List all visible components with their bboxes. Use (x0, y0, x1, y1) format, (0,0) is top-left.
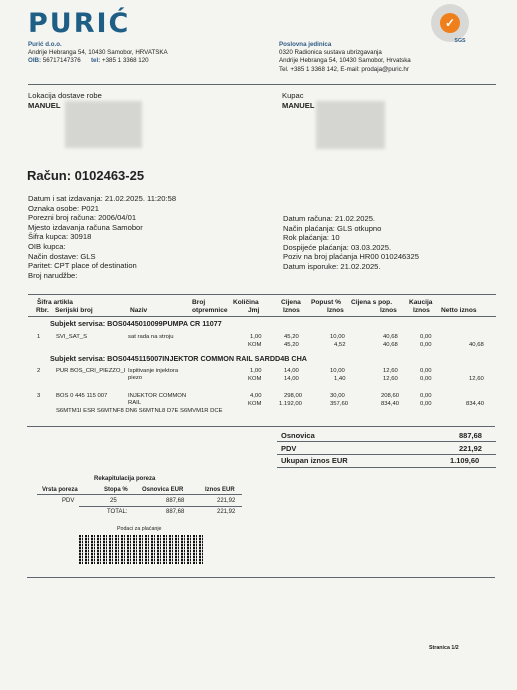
header-otpremnice: otpremnice (192, 307, 228, 314)
header-sifra: Šifra artikla (37, 299, 73, 306)
invoice-detail: Datum isporuke: 21.02.2025. (283, 261, 381, 271)
item-naziv: sat rada na stroju (128, 334, 174, 340)
recap-vrsta: PDV (62, 498, 75, 504)
item-naziv: INJEKTOR COMMON RAIL (128, 393, 187, 407)
item-cijena: 298,00 (284, 393, 303, 399)
company-oib: 56717147376 (42, 57, 81, 65)
recap-total-label: TOTAL: (107, 509, 128, 515)
item-cijena-pop: 208,60 (381, 393, 400, 399)
table-top-divider (28, 294, 496, 295)
invoice-detail: Dospijeće plaćanja: 03.03.2025. (283, 242, 392, 252)
osnovica-label: Osnovica (281, 431, 315, 440)
header-rbr: Rbr. (36, 307, 49, 314)
table-header-divider (28, 316, 496, 317)
payment-label: Podaci za plaćanje (117, 526, 162, 532)
header-iznos-1: Iznos (283, 307, 300, 314)
item-jmj: KOM (248, 376, 262, 382)
item-cijena: 45,20 (284, 334, 299, 340)
header-popust: Popust % (311, 299, 342, 306)
item-sifra: SVI_SAT_S (56, 334, 87, 340)
check-icon: ✓ (440, 13, 460, 33)
buyer-name: MANUEL (282, 100, 315, 110)
certification-seal (431, 4, 469, 45)
recap-stopa: 25 (110, 498, 117, 504)
invoice-detail: Poziv na broj plaćanja HR00 010246325 (283, 252, 419, 262)
invoice-detail: Način plaćanja: GLS otkupno (283, 223, 382, 233)
item-kaucija-iznos: 0,00 (420, 342, 432, 348)
item-popust: 10,00 (330, 368, 345, 374)
item-jmj: KOM (248, 401, 262, 407)
item-kaucija: 0,00 (420, 334, 432, 340)
item-kolicina: 1,00 (250, 368, 262, 374)
header-naziv: Naziv (130, 307, 148, 314)
item-cijena-pop-iznos: 834,40 (381, 401, 400, 407)
item-popust-iznos: 357,60 (330, 401, 349, 407)
delivery-redaction (65, 101, 142, 148)
invoice-detail: OIB kupca: (28, 241, 66, 251)
pdv-label: PDV (281, 444, 297, 453)
item-rbr: 2 (37, 368, 41, 374)
item-sifra: BOS 0 445 115 007 (56, 393, 108, 399)
item-popust-iznos: 4,52 (334, 342, 346, 348)
item-popust: 30,00 (330, 393, 345, 399)
recap-total-divider (79, 506, 242, 507)
oib-label: OIB: (28, 57, 42, 65)
service-subject: Subjekt servisa: BOS0445010099PUMPA CR 11077 (50, 319, 222, 328)
header-iznos-4: Iznos (413, 307, 430, 314)
header-broj: Broj (192, 299, 206, 306)
footer-divider (27, 577, 495, 578)
item-kaucija-iznos: 0,00 (420, 376, 432, 382)
summary-divider-3 (277, 467, 496, 468)
delivery-name: MANUEL (28, 100, 61, 110)
invoice-detail: Porezni broj računa: 2006/04/01 (28, 213, 137, 223)
recap-divider (37, 494, 242, 495)
business-unit-line1: 0320 Radionica sustava ubrizgavanja (279, 49, 382, 57)
page-number: Stranica 1/2 (429, 645, 459, 651)
business-unit-title: Poslovna jedinica (279, 41, 332, 48)
buyer-block (282, 91, 314, 110)
header-cijena-pop: Cijena s pop. (351, 299, 393, 306)
invoice-detail: Datum i sat izdavanja: 21.02.2025. 11:20:58 (28, 194, 177, 203)
item-cijena-pop-iznos: 40,68 (383, 342, 398, 348)
header-cijena: Cijena (281, 299, 301, 306)
ukupno-value: 1.109,60 (450, 456, 480, 465)
item-netto: 834,40 (466, 401, 485, 407)
invoice-title: Račun: 0102463-25 (27, 168, 145, 183)
payment-barcode (79, 535, 205, 564)
header-jmj: Jmj (248, 307, 260, 314)
item-sifra: PUR BOS_CRI_PIEZZO_I (56, 368, 126, 374)
business-unit (279, 41, 411, 74)
item-iznos: 45,20 (284, 342, 299, 348)
delivery-label: Lokacija dostave robe (28, 91, 102, 100)
recap-header-iznos: Iznos EUR (205, 487, 235, 493)
item-kaucija-iznos: 0,00 (420, 401, 432, 407)
item-rbr: 3 (37, 393, 41, 399)
header-netto: Netto iznos (441, 307, 477, 314)
recap-iznos: 221,92 (217, 498, 236, 504)
company-name: Purić d.o.o. (28, 41, 62, 48)
buyer-redaction (316, 101, 385, 149)
header-iznos-2: Iznos (327, 307, 344, 314)
item-kaucija: 0,00 (420, 393, 432, 399)
invoice-details-left (28, 194, 176, 280)
recap-header-stopa: Stopa % (104, 487, 128, 493)
invoice-detail: Šifra kupca: 30918 (28, 232, 92, 242)
item-cijena-pop: 12,60 (383, 368, 398, 374)
invoice-detail: Način dostave: GLS (28, 251, 96, 261)
table-bottom-divider (27, 426, 495, 427)
summary-divider-1 (277, 441, 496, 442)
tel-label: tel: (90, 57, 101, 65)
item-jmj: KOM (248, 342, 262, 348)
item-kaucija: 0,00 (420, 368, 432, 374)
invoice-detail: Rok plaćanja: 10 (283, 233, 340, 243)
item-rbr: 1 (37, 334, 41, 340)
header-divider (28, 84, 496, 85)
recap-header-vrsta: Vrsta poreza (42, 487, 78, 493)
recap-total-iznos: 221,92 (217, 509, 236, 515)
item-kolicina: 4,00 (250, 393, 262, 399)
item-popust-iznos: 1,40 (334, 376, 346, 382)
buyer-label: Kupac (282, 91, 304, 100)
ukupno-label: Ukupan iznos EUR (281, 456, 348, 465)
header-kaucija: Kaucija (409, 299, 433, 306)
invoice-details-right (283, 214, 419, 272)
item-naziv: Ispitivanje injektora piezo (128, 368, 179, 382)
header-iznos-3: Iznos (380, 307, 397, 314)
item-cijena-pop-iznos: 12,60 (383, 376, 398, 382)
item-serial-numbers: S6MTM1I ESR S6MTNF8 DN6 S6MTNL8 D7E S6MVM1R DCE (56, 408, 223, 414)
seal-icon (431, 4, 469, 42)
summary-divider-2 (277, 454, 496, 455)
item-netto: 12,60 (469, 376, 484, 382)
item-netto: 40,68 (469, 342, 484, 348)
company-tel: +385 1 3368 120 (102, 57, 149, 65)
pdv-value: 221,92 (459, 444, 482, 453)
header-kolicina: Količina (233, 299, 259, 306)
sgs-label: SGS (454, 38, 466, 44)
recap-header-osnovica: Osnovica EUR (142, 487, 184, 493)
recap-total-osnovica: 887,68 (166, 509, 185, 515)
item-iznos: 1.192,00 (279, 401, 302, 407)
company-address: Andrije Hebranga 54, 10430 Samobor, HRVATSKA (28, 49, 168, 57)
invoice-detail: Oznaka osobe: P021 (28, 203, 99, 213)
invoice-detail: Datum računa: 21.02.2025. (283, 214, 376, 223)
company-info (28, 41, 168, 66)
invoice-detail: Mjesto izdavanja računa Samobor (28, 222, 143, 232)
business-unit-line3: Tel. +385 1 3368 142, E-mail: prodaja@puric.hr (279, 65, 409, 73)
recap-title: Rekapitulacija poreza (94, 476, 156, 482)
item-kolicina: 1,00 (250, 334, 262, 340)
item-popust: 10,00 (330, 334, 345, 340)
invoice-detail: Paritet: CPT place of destination (28, 261, 137, 271)
item-cijena-pop: 40,68 (383, 334, 398, 340)
invoice-detail: Broj narudžbe: (28, 270, 78, 280)
recap-osnovica: 887,68 (166, 498, 185, 504)
service-subject: Subjekt servisa: BOS0445115007INJEKTOR COMMON RAIL SARDD4B CHA (50, 354, 307, 363)
item-iznos: 14,00 (284, 376, 299, 382)
business-unit-line2: Andrije Hebranga 54, 10430 Samobor, Hrvatska (279, 57, 411, 65)
item-cijena: 14,00 (284, 368, 299, 374)
company-logo: PURIĆ (28, 8, 131, 39)
header-serijski: Serijski broj (55, 307, 93, 314)
company-contact (28, 57, 168, 65)
osnovica-value: 887,68 (459, 431, 482, 440)
